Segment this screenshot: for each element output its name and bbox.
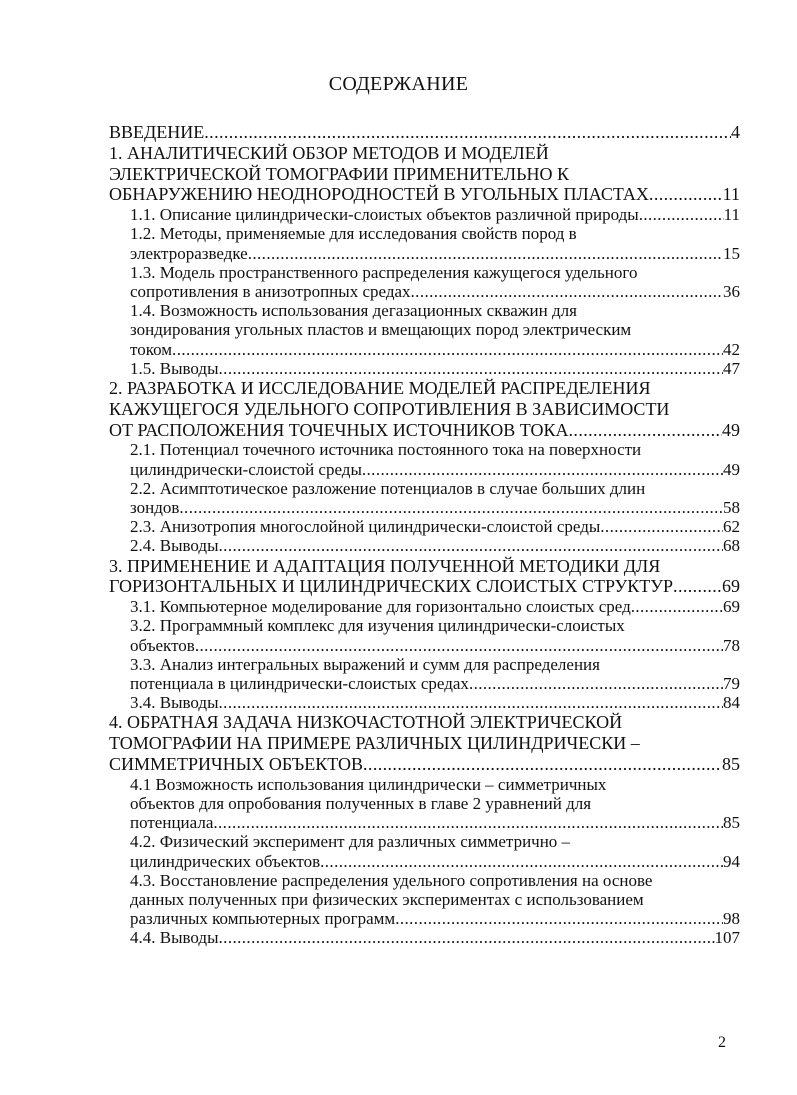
dot-leader (363, 754, 722, 775)
toc-chapter-entry (109, 556, 740, 598)
toc-page-number: 49 (723, 459, 740, 479)
dot-leader (219, 536, 723, 555)
toc-section-entry (109, 536, 740, 555)
toc-entry-text: ТОМОГРАФИИ НА ПРИМЕРЕ РАЗЛИЧНЫХ ЦИЛИНДРИЧЕСКИ – (109, 733, 640, 754)
toc-section-entry (109, 832, 740, 870)
toc-section-entry (109, 359, 740, 378)
toc-page-number: 85 (723, 813, 740, 833)
toc-entry-text: зондирования угольных пластов и вмещающих пород электрическим (130, 320, 632, 340)
toc-entry-text: 1.5. Выводы (130, 358, 219, 378)
toc-section-entry (109, 616, 740, 654)
toc-entry-text: ОТ РАСПОЛОЖЕНИЯ ТОЧЕЧНЫХ ИСТОЧНИКОВ ТОКА (109, 419, 569, 440)
toc-entry-text: 1.2. Методы, применяемые для исследования свойств пород в (130, 224, 577, 244)
toc-page-number: 42 (723, 339, 740, 359)
toc-entry-text: 1. АНАЛИТИЧЕСКИЙ ОБЗОР МЕТОДОВ И МОДЕЛЕЙ (109, 142, 549, 163)
dot-leader (219, 928, 715, 947)
toc-page-number: 47 (723, 358, 740, 378)
toc-entry-text: 4.1 Возможность использования цилиндрически – симметричных (130, 774, 607, 794)
toc-page-number: 84 (723, 693, 740, 713)
toc-entry-line (130, 813, 740, 832)
dot-leader (673, 576, 722, 597)
toc-entry-text: 2.2. Асимптотическое разложение потенциалов в случае больших длин (130, 478, 646, 498)
toc-entry-text: 1.4. Возможность использования дегазационных скважин для (130, 301, 577, 321)
toc-section-entry (109, 205, 740, 224)
toc-section-entry (109, 517, 740, 536)
toc-entry-text: током (130, 339, 173, 359)
toc-entry-text: КАЖУЩЕГОСЯ УДЕЛЬНОГО СОПРОТИВЛЕНИЯ В ЗАВИСИМОСТИ (109, 398, 670, 419)
toc-section-entry (109, 928, 740, 947)
toc-entry-text: электроразведке (130, 243, 248, 263)
toc-page-number: 78 (723, 635, 740, 655)
toc-page-number: 107 (714, 928, 740, 948)
toc-chapter-entry (109, 712, 740, 774)
toc-entry-text: ЭЛЕКТРИЧЕСКОЙ ТОМОГРАФИИ ПРИМЕНИТЕЛЬНО К (109, 163, 569, 184)
dot-leader (204, 122, 731, 143)
dot-leader (219, 359, 723, 378)
toc-section-entry (109, 871, 740, 929)
dot-leader (320, 852, 723, 871)
toc-entry-text: ГОРИЗОНТАЛЬНЫХ И ЦИЛИНДРИЧЕСКИХ СЛОИСТЫХ СТРУКТУР (109, 576, 674, 597)
toc-entry-text: 3.4. Выводы (130, 693, 219, 713)
toc-entry-line (130, 852, 740, 871)
toc-entry-text: 2.3. Анизотропия многослойной цилиндрически-слоистой среды (130, 517, 601, 537)
toc-page-number: 69 (722, 576, 740, 597)
dot-leader (569, 420, 722, 441)
toc-entry-line (130, 597, 740, 616)
dot-leader (639, 205, 724, 224)
toc-entry-line (130, 460, 740, 479)
toc-entry-text: 1.3. Модель пространственного распределения кажущегося удельного (130, 262, 638, 282)
toc-entry-line (130, 909, 740, 928)
toc-entry-line (130, 498, 740, 517)
toc-entry-line (130, 359, 740, 378)
toc-entry-text: сопротивления в анизотропных средах (130, 282, 411, 301)
toc-entry-text: потенциала (130, 813, 214, 833)
toc-entry-line (109, 122, 740, 143)
table-of-contents (109, 122, 740, 948)
toc-entry-line (130, 928, 740, 947)
toc-page-number: 4 (731, 122, 740, 142)
toc-entry-text: 3.3. Анализ интегральных выражений и сумм для распределения (130, 654, 600, 674)
toc-page-number: 49 (722, 419, 740, 440)
page-number: 2 (718, 1034, 726, 1051)
toc-entry-text: цилиндрически-слоистой среды (130, 459, 362, 479)
toc-page-number: 36 (723, 282, 740, 301)
toc-page-number: 62 (723, 517, 740, 537)
toc-section-entry (109, 224, 740, 262)
toc-section-entry (109, 775, 740, 833)
toc-page-number: 11 (722, 184, 740, 205)
toc-entry-line (130, 636, 740, 655)
dot-leader (248, 244, 723, 263)
toc-page-number: 94 (723, 851, 740, 871)
toc-entry-line (109, 576, 740, 597)
dot-leader (219, 693, 723, 712)
dot-leader (631, 597, 723, 616)
toc-page-number: 85 (722, 754, 740, 775)
dot-leader (172, 340, 723, 359)
toc-entry-text: 2.4. Выводы (130, 536, 219, 556)
dot-leader (395, 909, 723, 928)
dot-leader (411, 282, 723, 301)
toc-entry-text: ОБНАРУЖЕНИЮ НЕОДНОРОДНОСТЕЙ В УГОЛЬНЫХ ПЛАСТАХ (109, 184, 649, 205)
page-title: СОДЕРЖАНИЕ (328, 73, 469, 95)
toc-entry-text: 2.1. Потенциал точечного источника постоянного тока на поверхности (130, 440, 642, 460)
dot-leader (195, 636, 723, 655)
toc-entry-line (130, 693, 740, 712)
toc-entry-line (130, 205, 740, 224)
toc-entry-line (109, 754, 740, 775)
toc-chapter-entry (109, 378, 740, 440)
toc-page-number: 98 (723, 909, 740, 929)
toc-entry-text: 3.2. Программный комплекс для изучения цилиндрически-слоистых (130, 616, 625, 636)
toc-entry-text: 4. ОБРАТНАЯ ЗАДАЧА НИЗКОЧАСТОТНОЙ ЭЛЕКТРИЧЕСКОЙ (109, 712, 623, 733)
dot-leader (179, 498, 723, 517)
toc-section-entry (109, 440, 740, 478)
toc-section-entry (109, 301, 740, 359)
toc-entry-line (130, 517, 740, 536)
toc-page-number: 58 (723, 498, 740, 518)
toc-entry-text: ВВЕДЕНИЕ (109, 122, 205, 142)
toc-entry-line (130, 282, 740, 301)
toc-page-number: 79 (723, 674, 740, 694)
toc-entry-text: цилиндрических объектов (130, 851, 321, 871)
toc-entry-text: 4.2. Физический эксперимент для различных симметрично – (130, 832, 571, 852)
toc-section-entry (109, 597, 740, 616)
dot-leader (469, 674, 723, 693)
toc-entry-text: 1.1. Описание цилиндрически-слоистых объектов различной природы (130, 205, 639, 225)
toc-section-entry (109, 655, 740, 693)
toc-section-entry (109, 263, 740, 301)
toc-entry-text: 4.3. Восстановление распределения удельного сопротивления на основе (130, 870, 653, 890)
dot-leader (213, 813, 723, 832)
toc-page-number: 69 (723, 597, 740, 617)
toc-chapter-entry (109, 143, 740, 205)
toc-section-entry (109, 479, 740, 517)
dot-leader (362, 460, 723, 479)
toc-entry-text: потенциала в цилиндрически-слоистых средах (130, 674, 469, 694)
toc-entry-line (130, 536, 740, 555)
toc-page-number: 15 (723, 243, 740, 263)
toc-chapter-entry (109, 122, 740, 143)
toc-entry-text: объектов (130, 635, 195, 655)
dot-leader (600, 517, 723, 536)
toc-entry-text: 4.4. Выводы (130, 928, 219, 948)
toc-entry-text: зондов (130, 498, 180, 518)
toc-page-number: 11 (723, 205, 740, 225)
dot-leader (649, 184, 723, 205)
toc-entry-text: 3.1. Компьютерное моделирование для горизонтально слоистых сред (130, 597, 631, 617)
toc-entry-line (109, 420, 740, 441)
toc-page-number: 68 (723, 536, 740, 556)
toc-section-entry (109, 693, 740, 712)
toc-entry-line (130, 674, 740, 693)
toc-entry-text: 3. ПРИМЕНЕНИЕ И АДАПТАЦИЯ ПОЛУЧЕННОЙ МЕТОДИКИ ДЛЯ (109, 555, 661, 576)
toc-entry-text: различных компьютерных программ (130, 909, 396, 929)
toc-entry-line (130, 340, 740, 359)
toc-entry-line (130, 244, 740, 263)
toc-entry-line (109, 184, 740, 205)
toc-entry-text: объектов для опробования полученных в главе 2 уравнений для (130, 794, 592, 814)
toc-entry-text: 2. РАЗРАБОТКА И ИССЛЕДОВАНИЕ МОДЕЛЕЙ РАСПРЕДЕЛЕНИЯ (109, 378, 651, 399)
toc-entry-text: СИММЕТРИЧНЫХ ОБЪЕКТОВ (109, 754, 364, 775)
toc-entry-text: данных полученных при физических экспериментах с использованием (130, 890, 644, 910)
